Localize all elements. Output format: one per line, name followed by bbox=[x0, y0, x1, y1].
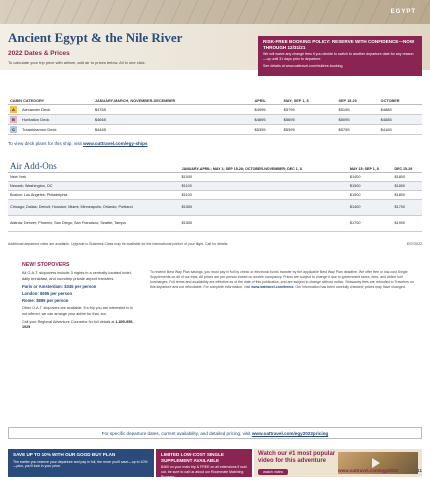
map-texture bbox=[0, 0, 430, 24]
stopover-price: Rome: $895 per person bbox=[22, 298, 69, 304]
promo-link[interactable]: See details at www.oattravel.com/riskfree-booking bbox=[263, 64, 343, 69]
cabin-name: Tutankhamun Deck bbox=[20, 124, 93, 134]
fine-print-tail: Our information has been carefully checked; prices may have changed. bbox=[295, 285, 406, 290]
page-number: 11 bbox=[417, 468, 422, 473]
price-cell: $5095 bbox=[336, 114, 378, 124]
price-cell: $4895 bbox=[252, 114, 281, 124]
col-header: MAY; SEP 1, 8 bbox=[282, 90, 337, 104]
section-tag: EGYPT bbox=[390, 9, 416, 15]
price-cell: $1500 bbox=[180, 215, 348, 231]
addons-title-cell bbox=[8, 156, 180, 172]
price-cell: $1500 bbox=[180, 199, 348, 215]
table-row bbox=[8, 124, 422, 134]
price-cell: $1700 bbox=[348, 215, 393, 231]
price-cell: $4685 bbox=[379, 114, 422, 124]
price-cell: $5395 bbox=[282, 124, 337, 134]
price-cell: $1900 bbox=[392, 215, 422, 231]
col-header: JANUARY-APRIL; MAY 1; SEP 15-28; OCTOBER-NOVEMBER; DEC 1, 8 bbox=[180, 156, 348, 172]
page-subtitle: 2022 Dates & Prices bbox=[8, 50, 70, 57]
col-header: MAY 15; SEP 1, 8 bbox=[348, 156, 393, 172]
page-footer bbox=[8, 465, 422, 477]
stopovers-call bbox=[22, 320, 136, 331]
pricing-link[interactable]: www.oattravel.com/egy2022pricing bbox=[251, 431, 329, 436]
city-cell: Newark; Washington, DC bbox=[8, 181, 180, 190]
price-cell: $1700 bbox=[392, 199, 422, 215]
deck-link-prefix: To view deck plans for this ship, visit bbox=[8, 141, 82, 146]
fine-print-body: To receive Best Way Plan savings, you must pay in full by check or electronic funds transfer by the applicable Best Way Plan deadline. We offer free or low-cost Single Supplements on all of our trips. All prices are per person based on double occupancy. Prices are subject to change if due to government taxes, fees, and airline fuel surcharges. Full terms and availability are effective as of the date of this publication, and are subject to change without notice. Stowaway fees are refunded to Travelers on this departure and not refundable. For complete information, visit bbox=[150, 270, 414, 290]
stopovers-title: NEW! STOPOVERS bbox=[22, 262, 70, 268]
price-cell: $1400 bbox=[348, 199, 393, 215]
price-cell: $1800 bbox=[392, 190, 422, 199]
single-supplement-title: LIMITED LOW-COST SINGLE SUPPLEMENT AVAILABLE bbox=[161, 452, 224, 463]
stopover-prices bbox=[22, 284, 136, 303]
risk-free-promo bbox=[258, 36, 422, 76]
watch-video-button[interactable]: watch video bbox=[258, 469, 288, 475]
col-header: JANUARY-MARCH, NOVEMBER-DECEMBER bbox=[93, 90, 253, 104]
price-cell: $5695 bbox=[282, 114, 337, 124]
price-cell: $5795 bbox=[336, 124, 378, 134]
dates-prices-table bbox=[8, 90, 422, 135]
price-cell: $1800 bbox=[392, 172, 422, 181]
city-cell: Chicago; Dallas; Detroit; Houston; Miami; Minneapolis; Orlando; Portland bbox=[8, 199, 180, 215]
promo-body: We will waive any change fees if you decide to switch to another departure date for any reason—up until 31 days prior to departure. bbox=[263, 52, 414, 62]
col-header: APRIL bbox=[252, 90, 281, 104]
price-cell: $5395 bbox=[252, 124, 281, 134]
stopover-price: London: $695 per person bbox=[22, 291, 73, 297]
table-row bbox=[8, 114, 422, 124]
stopovers-panel bbox=[22, 262, 136, 446]
price-note: To calculate your trip price with airfare, add air to prices below. All in one click. bbox=[8, 60, 146, 65]
call-number[interactable]: 1-800-955-1925 bbox=[22, 320, 134, 330]
city-cell: Atlanta; Denver; Phoenix; San Diego; San Francisco; Seattle; Tampa bbox=[8, 215, 180, 231]
deck-plans-link bbox=[8, 141, 148, 146]
price-cell: $1400 bbox=[348, 172, 393, 181]
price-cell: $1800 bbox=[392, 181, 422, 190]
good-buy-title: SAVE UP TO 10% WITH OUR GOOD BUY PLAN bbox=[13, 452, 116, 457]
col-header: OCTOBER bbox=[379, 90, 422, 104]
price-cell: $4665 bbox=[93, 114, 253, 124]
header-map-band bbox=[0, 0, 430, 24]
terms-link[interactable]: www.oattravel.com/terms bbox=[251, 285, 294, 290]
stopovers-intro: All O.A.T. stopovers include 3 nights in a centrally-located hotel, daily breakfast, and roundtrip private airport transfers. bbox=[22, 270, 132, 281]
table-row bbox=[8, 190, 422, 199]
price-cell: $4885 bbox=[379, 104, 422, 114]
table-row bbox=[8, 215, 422, 231]
price-cell: $4165 bbox=[379, 124, 422, 134]
video-promo-title: Watch our #1 most popular video for this adventure bbox=[258, 451, 336, 464]
pricing-cta-bar bbox=[8, 427, 422, 439]
price-cell: $4465 bbox=[93, 124, 253, 134]
footer-info: Information & Reservations: 1-800-955-1925 bbox=[8, 468, 102, 473]
price-cell: $4995 bbox=[252, 104, 281, 114]
cabin-name: Horitation Deck bbox=[20, 114, 93, 124]
good-buy-body: The earlier you reserve your departure and pay in full, the more you'll save—up to 10%—plus, you'll lock in your price. bbox=[13, 459, 148, 469]
price-cell: $5195 bbox=[336, 104, 378, 114]
single-supplement-body: $460 on your main trip & FREE on all extensions if sold out, be sure to call us about our Roommate Matching Program. bbox=[161, 465, 247, 479]
page-title: Ancient Egypt & the Nile River bbox=[8, 30, 183, 45]
table-row bbox=[8, 104, 422, 114]
col-header: SEP 15-29 bbox=[336, 90, 378, 104]
price-cell: $4765 bbox=[93, 104, 253, 114]
price-cell: $1100 bbox=[180, 181, 348, 190]
category-badge: B bbox=[10, 116, 17, 123]
price-cell: $1000 bbox=[180, 172, 348, 181]
col-header: DEC 15-29 bbox=[392, 156, 422, 172]
air-addons-table bbox=[8, 156, 422, 232]
table-row bbox=[8, 172, 422, 181]
stopover-price: Paris or Amsterdam: $345 per person bbox=[22, 284, 97, 290]
fine-print: To receive Best Way Plan savings, you must pay in full by check or electronic funds transfer by the applicable Best Way Plan deadline. We offer free or low-cost Single Supplements on all of our trips. All prices are per person based on double occupancy. Prices are subject to change if due to government taxes, fees, and airline fuel surcharges. Full terms and availability are effective as of the date of this publication, and are subject to change without notice. Stowaway fees are refunded to Travelers on this departure and not refundable. For complete information, visit www.oattravel.com/terms. Our information has been carefully checked; prices may have changed. bbox=[150, 270, 414, 290]
cta-prefix: For specific departure dates, current availability, and detailed pricing, visit bbox=[101, 431, 251, 436]
deck-plans-url[interactable]: www.oattravel.com/egy-ships bbox=[83, 141, 148, 146]
city-cell: Boston; Los Angeles; Philadelphia bbox=[8, 190, 180, 199]
table-row bbox=[8, 199, 422, 215]
stopovers-note: Other O.A.T. stopovers are available. If a trip you are interested in is not offered, we can arrange your airline for that, too. bbox=[22, 306, 133, 316]
category-badge: A bbox=[10, 106, 17, 113]
addons-code: EGY2022 bbox=[406, 242, 422, 246]
price-cell: $5795 bbox=[282, 104, 337, 114]
price-cell: $1500 bbox=[348, 181, 393, 190]
table-row bbox=[8, 181, 422, 190]
price-cell: $1500 bbox=[348, 190, 393, 199]
city-cell: New York bbox=[8, 172, 180, 181]
col-header: CABIN CATEGORY bbox=[8, 90, 93, 104]
promo-title: RISK-FREE BOOKING POLICY: RESERVE WITH CONFIDENCE—NOW THROUGH 12/31/21 bbox=[263, 39, 415, 50]
footer-url[interactable]: www.oattravel.com/egy2022 bbox=[338, 468, 398, 473]
addons-title: Air Add-Ons bbox=[10, 160, 57, 171]
price-cell: $1100 bbox=[180, 190, 348, 199]
addons-footnote: Additional departure cities are available. Upgrade to Business Class may be available for the international portion of your flight. Call for details. bbox=[8, 242, 229, 246]
category-badge: C bbox=[10, 126, 17, 133]
cabin-name: Alexander Deck bbox=[20, 104, 93, 114]
call-text: Call your Regional Adventure Counselor for full details at bbox=[22, 320, 115, 325]
